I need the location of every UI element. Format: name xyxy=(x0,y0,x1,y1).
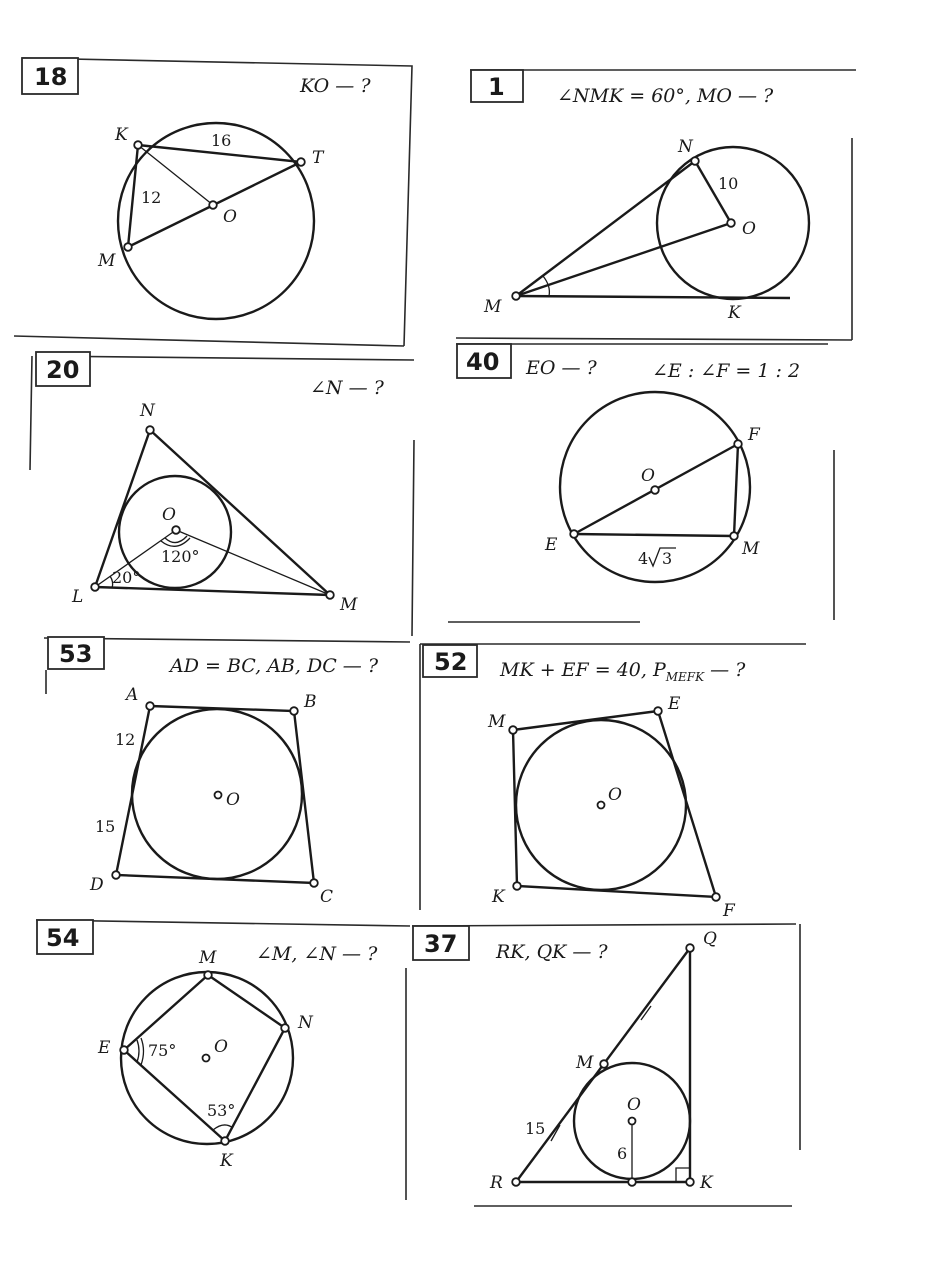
problem-40 xyxy=(448,344,834,622)
value-10: 10 xyxy=(718,174,739,193)
label-k: K xyxy=(492,887,505,907)
label-k: K xyxy=(220,1151,233,1171)
point-o xyxy=(727,219,735,227)
question-53: AD = BC, AB, DC — ? xyxy=(170,655,379,677)
label-o: O xyxy=(641,466,655,486)
point-a xyxy=(146,702,154,710)
point-o xyxy=(598,802,605,809)
point-l xyxy=(91,583,99,591)
point-n xyxy=(146,426,154,434)
point-o xyxy=(209,201,217,209)
problem-37 xyxy=(412,924,800,1206)
label-d: D xyxy=(90,875,104,895)
label-n: N xyxy=(298,1013,313,1033)
question-52-main: MK + EF = 40, P xyxy=(500,659,666,681)
question-18: KO — ? xyxy=(300,75,371,97)
problem-1 xyxy=(456,70,856,340)
label-f: F xyxy=(748,425,760,445)
point-t xyxy=(297,158,305,166)
problem-number-18: 18 xyxy=(34,63,68,91)
question-52-end: — ? xyxy=(704,659,746,681)
point-o xyxy=(629,1118,636,1125)
point-k xyxy=(686,1178,694,1186)
label-o: O xyxy=(223,207,237,227)
point-o xyxy=(172,526,180,534)
label-n: N xyxy=(678,137,693,157)
label-k: K xyxy=(115,125,128,145)
question-20: ∠N — ? xyxy=(310,377,384,399)
point-m xyxy=(204,971,212,979)
label-m: M xyxy=(484,297,502,317)
problem-54 xyxy=(36,920,410,1200)
point-m xyxy=(509,726,517,734)
chord-em xyxy=(574,534,734,536)
label-e: E xyxy=(98,1038,111,1058)
label-k: K xyxy=(700,1173,713,1193)
point-f xyxy=(734,440,742,448)
point-m xyxy=(124,243,132,251)
point-m xyxy=(600,1060,608,1068)
point-q xyxy=(686,944,694,952)
problem-number-52: 52 xyxy=(434,648,468,676)
angle-arc-e-2 xyxy=(141,1038,144,1065)
question-40-left: EO — ? xyxy=(526,357,597,379)
value-3: 3 xyxy=(662,549,673,568)
problem-number-40: 40 xyxy=(466,348,500,376)
question-52-sub: MEFK xyxy=(665,670,705,684)
question-1: ∠NMK = 60°, MO — ? xyxy=(557,85,774,107)
label-o: O xyxy=(627,1095,641,1115)
point-m xyxy=(326,591,334,599)
label-m: M xyxy=(340,595,358,615)
point-k xyxy=(221,1137,229,1145)
point-e xyxy=(570,530,578,538)
side-nl xyxy=(95,430,150,587)
value-120: 120° xyxy=(161,547,200,566)
problem-number-37: 37 xyxy=(424,930,458,958)
point-n xyxy=(691,157,699,165)
value-75: 75° xyxy=(148,1041,177,1060)
question-37: RK, QK — ? xyxy=(496,941,608,963)
chord-fm xyxy=(734,444,738,536)
label-m: M xyxy=(98,251,116,271)
problem-53 xyxy=(44,637,410,907)
question-40-right: ∠E : ∠F = 1 : 2 xyxy=(652,360,801,382)
problem-18 xyxy=(14,58,412,346)
point-k xyxy=(513,882,521,890)
point-d xyxy=(112,871,120,879)
problem-number-1: 1 xyxy=(488,73,505,101)
problem-52 xyxy=(420,644,806,921)
label-t: T xyxy=(312,148,324,168)
point-e xyxy=(120,1046,128,1054)
problem-number-54: 54 xyxy=(46,924,80,952)
label-o: O xyxy=(742,219,756,239)
value-12: 12 xyxy=(141,188,162,207)
label-m: M xyxy=(199,948,217,968)
angle-arc-e xyxy=(137,1040,139,1062)
segment-mn xyxy=(516,161,695,296)
label-o: O xyxy=(226,790,240,810)
point-m xyxy=(730,532,738,540)
point-e xyxy=(654,707,662,715)
value-4: 4 xyxy=(638,549,649,568)
side-lm xyxy=(95,587,330,595)
label-a: A xyxy=(126,685,139,705)
label-l: L xyxy=(72,587,84,607)
label-b: B xyxy=(304,692,317,712)
value-15: 15 xyxy=(525,1119,546,1138)
point-tangent xyxy=(628,1178,636,1186)
label-c: C xyxy=(320,887,334,907)
label-f: F xyxy=(723,901,735,921)
label-r: R xyxy=(490,1173,503,1193)
problem-number-20: 20 xyxy=(46,356,80,384)
label-q: Q xyxy=(703,929,717,949)
label-m: M xyxy=(742,539,760,559)
label-o: O xyxy=(214,1037,228,1057)
point-o xyxy=(215,792,222,799)
point-o xyxy=(203,1055,210,1062)
side-nm xyxy=(150,430,330,595)
value-16: 16 xyxy=(211,131,232,150)
point-b xyxy=(290,707,298,715)
point-r xyxy=(512,1178,520,1186)
label-o: O xyxy=(608,785,622,805)
point-n xyxy=(281,1024,289,1032)
label-o: O xyxy=(162,505,176,525)
point-k xyxy=(134,141,142,149)
value-20: 20° xyxy=(112,568,141,587)
point-c xyxy=(310,879,318,887)
value-53: 53° xyxy=(207,1101,236,1120)
label-m: M xyxy=(488,712,506,732)
label-e: E xyxy=(545,535,558,555)
label-m: M xyxy=(576,1053,594,1073)
point-m xyxy=(512,292,520,300)
frame-52 xyxy=(420,644,806,910)
problem-20 xyxy=(30,352,414,636)
question-54: ∠M, ∠N — ? xyxy=(256,943,378,965)
value-6: 6 xyxy=(617,1144,628,1163)
label-k: K xyxy=(728,303,741,323)
angle-arc-o-2 xyxy=(165,536,187,543)
label-n: N xyxy=(140,401,155,421)
value-15: 15 xyxy=(95,817,116,836)
point-o xyxy=(651,486,659,494)
value-12: 12 xyxy=(115,730,136,749)
label-e: E xyxy=(668,694,681,714)
question-52 xyxy=(499,659,746,684)
problem-number-53: 53 xyxy=(59,640,93,668)
point-f xyxy=(712,893,720,901)
chord-km xyxy=(128,145,138,247)
